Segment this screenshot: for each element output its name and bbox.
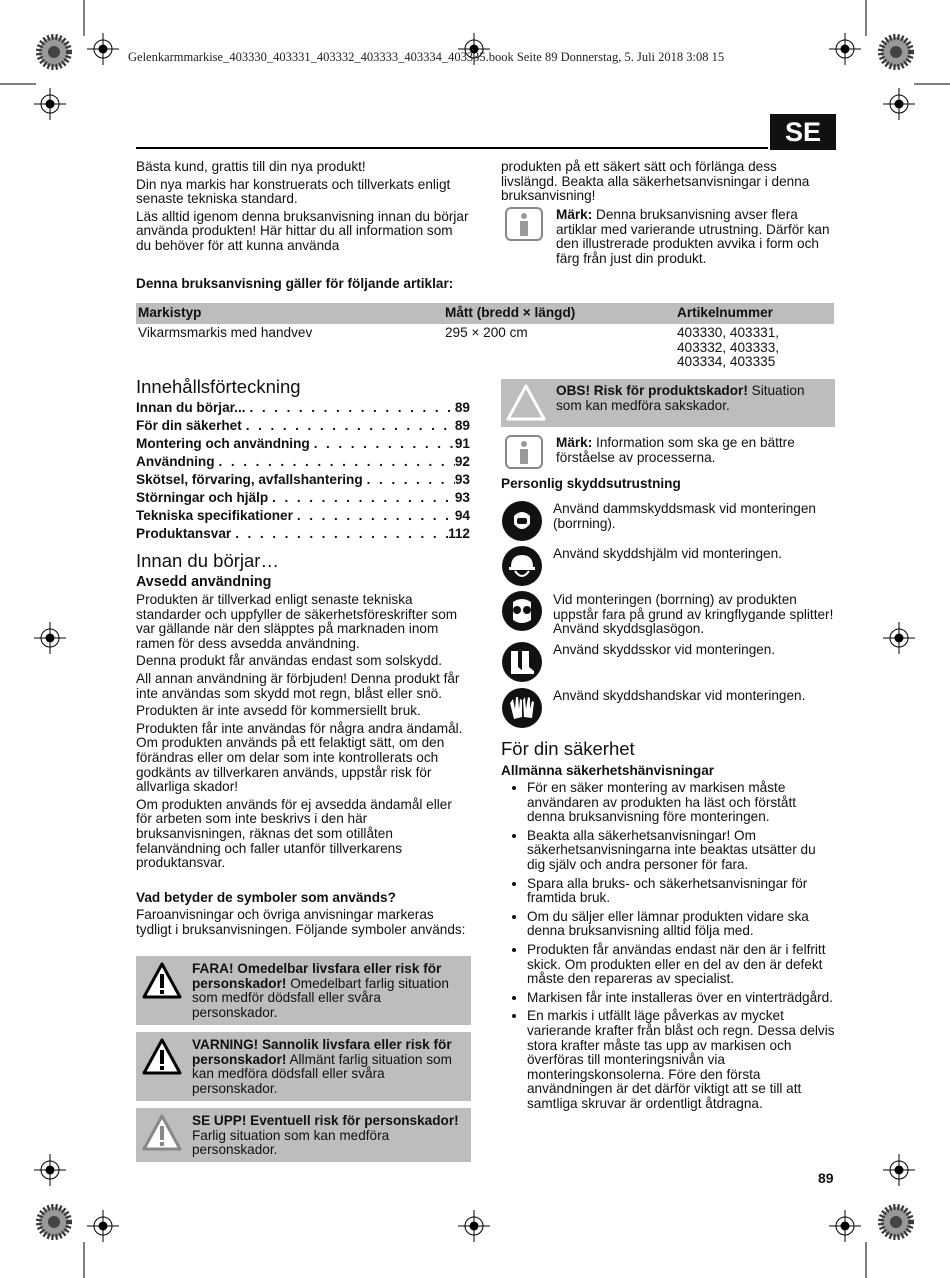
ppe-text: Använd skyddshandskar vid monteringen. [553, 688, 806, 703]
body-paragraph: All annan användning är förbjuden! Denna produkt får inte användas som skydd mot regn, blåst eller snö. [136, 670, 460, 701]
table-header: Mått (bredd × längd) [443, 303, 675, 324]
running-head: Gelenkarmmarkise_403330_403331_403332_403333_403334_403335.book Seite 89 Donnerstag, 5. Juli 2018 3:08 15 [128, 50, 725, 64]
warning-text: SE UPP! Eventuell risk för personskador! Farlig situation som kan medföra personskador. [192, 1113, 459, 1158]
obs-box [501, 379, 835, 427]
toc-item[interactable]: Störningar och hjälp . . . 93 [136, 489, 470, 507]
toc-item[interactable]: Användning . . . 92 [136, 453, 470, 471]
body-paragraph: Om produkten används för ej avsedda ändamål eller för arbeten som inte beskrivs i den här bruksanvisningen, räknas det som otillåten felanvändning och faller utanför tillverkarens produktansvar. [136, 796, 452, 871]
note-text: Denna bruksanvisning avser flera artiklar med varierande utrustning. Därför kan den illustrerade produkten avvika i form och färg från just din produkt. [556, 207, 830, 266]
warning-text: FARA! Omedelbar livsfara eller risk för personskador! Omedelbart farlig situation som medför dödsfall eller svåra personskador. [192, 961, 449, 1020]
toc-item[interactable]: Produktansvar . . . 112 [136, 525, 470, 543]
gloves-icon [501, 687, 543, 729]
caution-triangle-icon [141, 1113, 183, 1153]
intro-paragraph: Läs alltid igenom denna bruksanvisning innan du börjar använda produkten! Här hittar du all information som du behöver för att kunna använda [136, 208, 469, 253]
ppe-text: Använd skyddshjälm vid monteringen. [553, 546, 782, 561]
warning-box [136, 1032, 471, 1101]
product-damage-triangle-icon [505, 383, 547, 423]
toc-item[interactable]: Tekniska specifikationer . . . 94 [136, 507, 470, 525]
table-row [136, 324, 834, 372]
goggles-icon [501, 590, 543, 632]
toc-list [136, 399, 470, 543]
note-label: Märk: [556, 207, 593, 222]
body-paragraph: Denna produkt får användas endast som solskydd. [136, 653, 443, 669]
page-number: 89 [818, 1170, 834, 1186]
articles-heading: Denna bruksanvisning gäller för följande artiklar: [136, 276, 454, 291]
table-header: Markistyp [136, 303, 443, 324]
body-paragraph: Produkten får inte användas för några andra ändamål. Om produkten används på ett felaktigt sätt, om den förändras eller om delar som inte kontrollerats och godkänts av tillverkaren används, uppstår risk för allvarliga skador! [136, 720, 463, 795]
table-cell: 403330, 403331, 403332, 403333, 403334, 403335 [677, 325, 780, 370]
ppe-text: Vid monteringen (borrning) av produkten uppstår fara på grund av kringflygande splitter! Använd skyddsglasögon. [553, 592, 834, 637]
obs-text: OBS! Risk för produktskador! Situation som kan medföra sakskador. [556, 383, 805, 413]
intro-paragraph: produkten på ett säkert sätt och förlänga dess livslängd. Beakta alla säkerhetsanvisningar i denna bruksanvisning! [501, 159, 810, 204]
header-rule [136, 147, 768, 149]
safety-list [501, 781, 835, 1115]
ppe-text: Använd skyddsskor vid monteringen. [553, 642, 776, 657]
info-icon [504, 206, 544, 242]
danger-box [136, 956, 471, 1025]
dust-mask-icon [501, 500, 543, 542]
info-note: Märk: Information som ska ge en bättre förståelse av processerna. [556, 435, 795, 465]
table-header: Artikelnummer [675, 303, 834, 324]
caution-box [136, 1108, 471, 1162]
table-cell: Vikarmsmarkis med handvev [138, 325, 313, 340]
list-item: • För en säker montering av markisen måste användaren av produkten ha läst och förstått denna bruksanvisning före monteringen. [527, 781, 835, 825]
intro-right [501, 160, 833, 207]
toc-title: Innehållsförteckning [136, 376, 301, 397]
language-tab: SE [770, 114, 836, 150]
toc-item[interactable]: För din säkerhet . . . 89 [136, 417, 470, 435]
section-subtitle: Allmänna säkerhetshänvisningar [501, 763, 715, 778]
boots-icon [501, 641, 543, 683]
section-title: För din säkerhet [501, 738, 635, 759]
intro-left [136, 160, 470, 257]
articles-table [136, 303, 834, 372]
toc-item[interactable]: Montering och användning . . . 91 [136, 435, 470, 453]
helmet-icon [501, 545, 543, 587]
before-body [136, 593, 470, 874]
list-item: • Produkten får användas endast när den är i felfritt skick. Om produkten eller en del av den är defekt måste den repareras av specialist. [527, 943, 835, 987]
symbols-title: Vad betyder de symboler som används? [136, 890, 396, 905]
list-item: • Om du säljer eller lämnar produkten vidare ska denna bruksanvisning alltid följa med. [527, 910, 835, 939]
symbols-text: Faroanvisningar och övriga anvisningar markeras tydligt i bruksanvisningen. Följande symboler används: [136, 907, 466, 937]
ppe-text: Använd dammskyddsmask vid monteringen (borrning). [553, 501, 816, 531]
ppe-title: Personlig skyddsutrustning [501, 476, 681, 491]
list-item: • Markisen får inte installeras över en vinterträdgård. [527, 991, 835, 1006]
warning-triangle-icon [141, 961, 183, 1001]
toc-item[interactable]: Innan du börjar... . . . 89 [136, 399, 470, 417]
info-icon [504, 434, 544, 470]
warning-text: VARNING! Sannolik livsfara eller risk för personskador! Allmänt farlig situation som kan medföra dödsfall eller svåra personskador. [192, 1037, 452, 1096]
warning-triangle-icon [141, 1037, 183, 1077]
section-subtitle: Avsedd användning [136, 574, 272, 590]
body-paragraph: Produkten är inte avsedd för kommersiellt bruk. [136, 703, 421, 719]
list-item: • En markis i utfällt läge påverkas av mycket varierande krafter från blåst och regn. Dessa delvis stora krafter måste tas upp av markisen och överföras till monteringsnivån via monteringskonsolerna. Före den första användningen är det därför viktigt att se till att samtliga skruvar är ordentligt åtdragna. [527, 1009, 835, 1111]
table-cell: 295 × 200 cm [445, 325, 528, 340]
intro-paragraph: Bästa kund, grattis till din nya produkt! [136, 159, 366, 174]
intro-note [556, 208, 834, 266]
list-item: • Beakta alla säkerhetsanvisningar! Om säkerhetsanvisningarna inte beaktas utsätter du dig själv och andra personer för fara. [527, 829, 835, 873]
list-item: • Spara alla bruks- och säkerhetsanvisningar för framtida bruk. [527, 877, 835, 906]
section-title: Innan du börjar… [136, 550, 279, 571]
toc-item[interactable]: Skötsel, förvaring, avfallshantering . . . 93 [136, 471, 470, 489]
body-paragraph: Produkten är tillverkad enligt senaste tekniska standarder och uppfyller de säkerhetsföreskrifter som var gällande när den släpptes på marknaden inom ramen för dess avsedda användning. [136, 592, 458, 651]
intro-paragraph: Din nya markis har konstruerats och tillverkats enligt senaste tekniska standard. [136, 176, 451, 207]
